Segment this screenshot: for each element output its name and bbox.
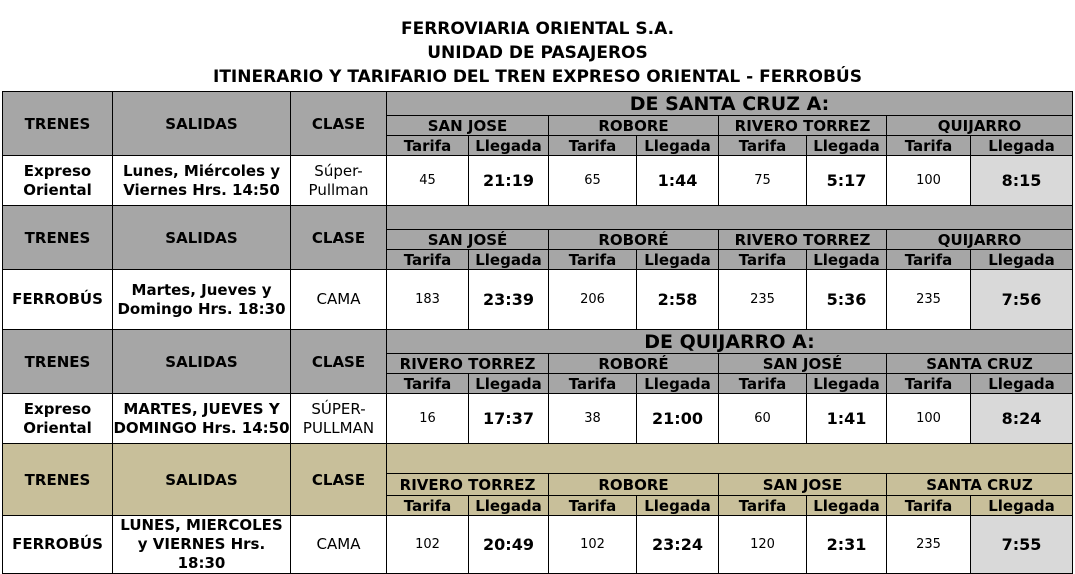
fare-value: 120 <box>719 516 807 574</box>
station-header: RIVERO TORREZ <box>719 230 887 250</box>
llegada-header: Llegada <box>469 136 549 156</box>
station-header: RIVERO TORREZ <box>387 474 549 496</box>
tarifa-header: Tarifa <box>387 136 469 156</box>
arrival-time: 21:19 <box>469 156 549 206</box>
direction-header <box>387 444 1073 474</box>
tarifa-header: Tarifa <box>887 374 971 394</box>
header-trenes: TRENES <box>3 330 113 394</box>
header-trenes: TRENES <box>3 444 113 516</box>
llegada-header: Llegada <box>807 374 887 394</box>
llegada-header: Llegada <box>637 496 719 516</box>
llegada-header: Llegada <box>637 250 719 270</box>
arrival-time: 21:00 <box>637 394 719 444</box>
header-trenes: TRENES <box>3 206 113 270</box>
table-row <box>3 270 1073 330</box>
arrival-time: 1:41 <box>807 394 887 444</box>
direction-header: DE SANTA CRUZ A: <box>387 92 1073 116</box>
header-row <box>3 444 1073 474</box>
fare-value: 16 <box>387 394 469 444</box>
arrival-time: 7:55 <box>971 516 1073 574</box>
arrival-time: 8:15 <box>971 156 1073 206</box>
station-header: SAN JOSE <box>387 116 549 136</box>
llegada-header: Llegada <box>971 250 1073 270</box>
unit-title: UNIDAD DE PASAJEROS <box>427 43 648 63</box>
fare-value: 235 <box>887 270 971 330</box>
fare-value: 235 <box>887 516 971 574</box>
departure-schedule: MARTES, JUEVES Y DOMINGO Hrs. 14:50 <box>113 394 291 444</box>
arrival-time: 23:24 <box>637 516 719 574</box>
station-header: SANTA CRUZ <box>887 354 1073 374</box>
tarifa-header: Tarifa <box>887 250 971 270</box>
station-header: SAN JOSÉ <box>719 354 887 374</box>
table-row <box>3 516 1073 574</box>
header-clase: CLASE <box>291 206 387 270</box>
arrival-time: 5:36 <box>807 270 887 330</box>
train-name: FERROBÚS <box>3 516 113 574</box>
station-header: ROBORE <box>549 116 719 136</box>
train-name: Expreso Oriental <box>3 156 113 206</box>
header-salidas: SALIDAS <box>113 330 291 394</box>
llegada-header: Llegada <box>807 250 887 270</box>
arrival-time: 20:49 <box>469 516 549 574</box>
header-salidas: SALIDAS <box>113 444 291 516</box>
train-name: Expreso Oriental <box>3 394 113 444</box>
arrival-time: 8:24 <box>971 394 1073 444</box>
schedule-title: ITINERARIO Y TARIFARIO DEL TREN EXPRESO ORIENTAL - FERROBÚS <box>213 67 862 87</box>
arrival-time: 1:44 <box>637 156 719 206</box>
fare-value: 60 <box>719 394 807 444</box>
fare-value: 206 <box>549 270 637 330</box>
header-salidas: SALIDAS <box>113 92 291 156</box>
arrival-time: 5:17 <box>807 156 887 206</box>
tarifa-header: Tarifa <box>887 136 971 156</box>
header-clase: CLASE <box>291 92 387 156</box>
llegada-header: Llegada <box>637 136 719 156</box>
arrival-time: 23:39 <box>469 270 549 330</box>
direction-header <box>387 206 1073 230</box>
station-header: SAN JOSÉ <box>387 230 549 250</box>
header-clase: CLASE <box>291 330 387 394</box>
llegada-header: Llegada <box>469 374 549 394</box>
station-header: SAN JOSE <box>719 474 887 496</box>
class-type: CAMA <box>291 270 387 330</box>
schedule-table <box>2 91 1073 574</box>
train-name: FERROBÚS <box>3 270 113 330</box>
station-header: QUIJARRO <box>887 116 1073 136</box>
station-header: RIVERO TORREZ <box>719 116 887 136</box>
departure-schedule: LUNES, MIERCOLES y VIERNES Hrs. 18:30 <box>113 516 291 574</box>
station-header: ROBORE <box>549 474 719 496</box>
station-header: RIVERO TORREZ <box>387 354 549 374</box>
header-trenes: TRENES <box>3 92 113 156</box>
llegada-header: Llegada <box>469 496 549 516</box>
header-clase: CLASE <box>291 444 387 516</box>
tarifa-header: Tarifa <box>719 374 807 394</box>
arrival-time: 2:58 <box>637 270 719 330</box>
llegada-header: Llegada <box>637 374 719 394</box>
tarifa-header: Tarifa <box>387 374 469 394</box>
class-type: SÚPER-PULLMAN <box>291 394 387 444</box>
fare-value: 38 <box>549 394 637 444</box>
fare-value: 235 <box>719 270 807 330</box>
llegada-header: Llegada <box>469 250 549 270</box>
tarifa-header: Tarifa <box>719 136 807 156</box>
header-row <box>3 92 1073 116</box>
header-row <box>3 206 1073 230</box>
fare-value: 100 <box>887 156 971 206</box>
arrival-time: 17:37 <box>469 394 549 444</box>
fare-value: 102 <box>549 516 637 574</box>
llegada-header: Llegada <box>971 496 1073 516</box>
station-header: ROBORÉ <box>549 354 719 374</box>
table-row <box>3 394 1073 444</box>
company-title: FERROVIARIA ORIENTAL S.A. <box>400 19 675 39</box>
station-header: SANTA CRUZ <box>887 474 1073 496</box>
class-type: CAMA <box>291 516 387 574</box>
tarifa-header: Tarifa <box>549 136 637 156</box>
fare-value: 100 <box>887 394 971 444</box>
arrival-time: 2:31 <box>807 516 887 574</box>
departure-schedule: Martes, Jueves y Domingo Hrs. 18:30 <box>113 270 291 330</box>
arrival-time: 7:56 <box>971 270 1073 330</box>
llegada-header: Llegada <box>807 496 887 516</box>
tarifa-header: Tarifa <box>387 250 469 270</box>
station-header: ROBORÉ <box>549 230 719 250</box>
tarifa-header: Tarifa <box>549 374 637 394</box>
header-row <box>3 330 1073 354</box>
tarifa-header: Tarifa <box>719 250 807 270</box>
station-header: QUIJARRO <box>887 230 1073 250</box>
fare-value: 183 <box>387 270 469 330</box>
tarifa-header: Tarifa <box>719 496 807 516</box>
departure-schedule: Lunes, Miércoles y Viernes Hrs. 14:50 <box>113 156 291 206</box>
class-type: Súper-Pullman <box>291 156 387 206</box>
tarifa-header: Tarifa <box>887 496 971 516</box>
tarifa-header: Tarifa <box>387 496 469 516</box>
fare-value: 65 <box>549 156 637 206</box>
table-row <box>3 156 1073 206</box>
fare-value: 75 <box>719 156 807 206</box>
fare-value: 102 <box>387 516 469 574</box>
tarifa-header: Tarifa <box>549 250 637 270</box>
header-salidas: SALIDAS <box>113 206 291 270</box>
llegada-header: Llegada <box>971 136 1073 156</box>
llegada-header: Llegada <box>971 374 1073 394</box>
llegada-header: Llegada <box>807 136 887 156</box>
direction-header: DE QUIJARRO A: <box>387 330 1073 354</box>
tarifa-header: Tarifa <box>549 496 637 516</box>
fare-value: 45 <box>387 156 469 206</box>
